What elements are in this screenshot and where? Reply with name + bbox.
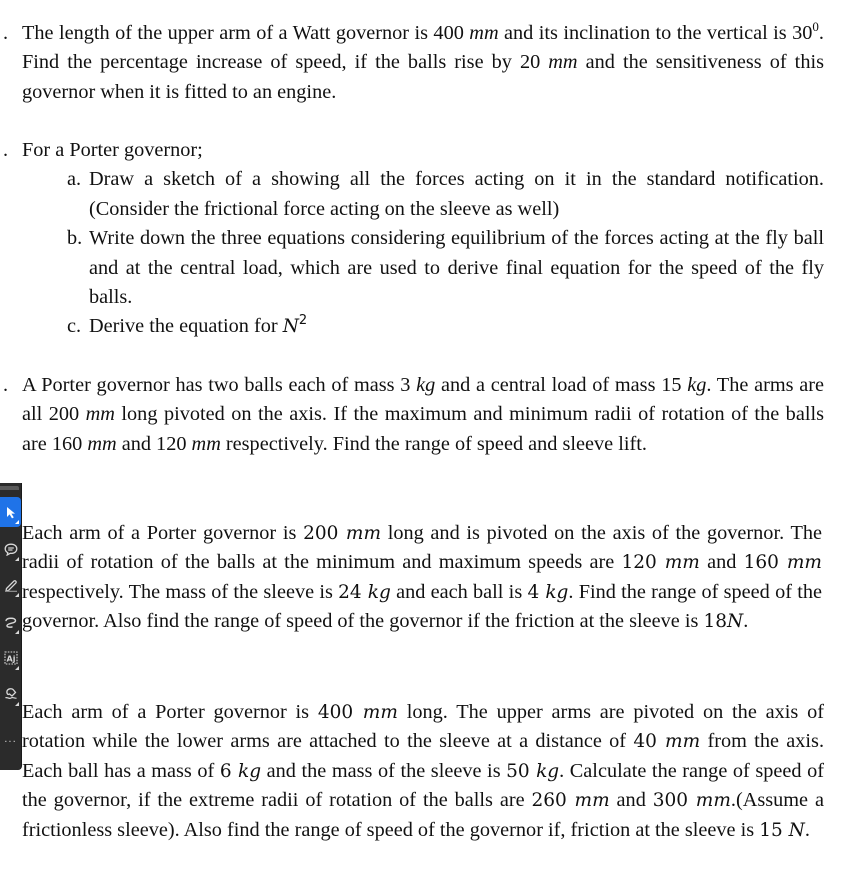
math-unit: N: [727, 611, 744, 633]
question-2: [3, 136, 824, 342]
math-exponent: 2: [298, 313, 308, 329]
question-5: [22, 698, 824, 845]
math-unit: mm: [664, 552, 700, 574]
unit-text: mm: [191, 432, 221, 455]
text-run: long. The upper arms are pivoted on the axis of rotation while the lower arms are attached to the sleeve at a distance of: [22, 701, 824, 753]
subitem-letter: b.: [67, 227, 83, 250]
text-run: A Porter governor has two balls each of mass 3: [22, 374, 417, 396]
text-run: Each arm of a Porter governor is: [22, 701, 318, 723]
text-run: and each ball is: [390, 580, 528, 603]
math-unit: mm: [345, 523, 381, 544]
text-run: from the axis. Each ball has a mass of: [22, 730, 825, 782]
math-number: 400: [317, 702, 363, 723]
math-unit: N: [788, 819, 805, 841]
math-unit: kg: [545, 581, 569, 603]
math-number: 300: [652, 790, 696, 812]
more-dots-icon: ...: [4, 733, 17, 745]
text-run: long pivoted on the axis. If the maximum and minimum radii of rotation of the balls are 160: [22, 403, 824, 455]
submenu-indicator: [15, 520, 19, 524]
question-text: [22, 698, 824, 845]
unit-text: mm: [548, 51, 578, 74]
question-number: .: [3, 139, 9, 161]
question-text: [22, 19, 824, 107]
submenu-indicator: [15, 666, 19, 670]
unit-text: mm: [85, 403, 115, 426]
math-number: 120: [621, 552, 665, 574]
curve-tool-button[interactable]: [0, 607, 21, 637]
question-1: [3, 19, 824, 107]
unit-text: kg: [687, 374, 707, 396]
subitem-b: [67, 224, 824, 312]
subitem-c: [67, 312, 824, 341]
superscript: 0: [812, 19, 819, 34]
text-run: and the mass of the sleeve is: [261, 759, 507, 782]
math-number: 24: [338, 581, 368, 603]
submenu-indicator: [15, 630, 19, 634]
math-number: 18: [703, 611, 728, 633]
question-intro: For a Porter governor;: [22, 139, 203, 161]
stamp-tool-button[interactable]: [0, 679, 21, 709]
text-run: The length of the upper arm of a Watt governor is 400: [22, 22, 470, 44]
math-number: 4: [527, 581, 546, 603]
unit-text: mm: [87, 432, 117, 455]
math-number: 160: [743, 552, 787, 574]
select-tool-button[interactable]: [0, 497, 21, 527]
math-unit: mm: [786, 552, 822, 574]
math-number: 6: [219, 760, 239, 782]
math-unit: mm: [574, 790, 610, 812]
svg-text:Aj: Aj: [6, 654, 15, 664]
text-run: . Find the percentage increase of speed, if the balls rise by 20: [22, 22, 824, 74]
math-unit: kg: [367, 581, 391, 603]
question-number: .: [3, 22, 9, 44]
cursor-arrow-icon: [5, 506, 17, 519]
text-run: and the sensitiveness of this governor when it is fitted to an engine.: [22, 51, 824, 103]
math-unit: mm: [695, 790, 731, 812]
math-number: 200: [303, 523, 346, 544]
submenu-indicator: [15, 702, 19, 706]
math-number: 40: [633, 731, 666, 753]
more-tools-button[interactable]: [0, 726, 21, 752]
question-3: [3, 371, 824, 459]
subitem-letter: a.: [67, 168, 82, 191]
submenu-indicator: [15, 557, 19, 561]
text-box-icon: [4, 651, 18, 665]
text-run: respectively. Find the range of speed and sleeve lift.: [220, 432, 647, 455]
text-run: and its inclination to the vertical is 30: [498, 22, 813, 44]
stamp-icon: [4, 687, 18, 701]
text-run: long and is pivoted on the axis of the governor. The radii of rotation of the balls at the minimum and maximum speeds are: [22, 522, 822, 574]
math-unit: kg: [536, 760, 560, 782]
subitem-letter: c.: [67, 315, 82, 338]
text-run: .: [804, 818, 810, 841]
text-run: respectively. The mass of the sleeve is: [22, 580, 339, 603]
pencil-icon: [4, 578, 18, 592]
subitem-a: [67, 165, 824, 224]
text-run: .: [743, 610, 749, 633]
question-number: .: [3, 374, 9, 396]
text-run: Each arm of a Porter governor is: [22, 522, 304, 544]
math-number: 260: [531, 790, 575, 812]
speech-bubble-icon: [4, 543, 18, 556]
comment-tool-button[interactable]: [0, 534, 21, 564]
unit-text: mm: [469, 22, 499, 44]
subitem-text: Write down the three equations considering equilibrium of the forces acting at the fly ball and at the central load, which are used to derive final equation for the speed of the fly balls.: [89, 227, 824, 309]
math-unit: mm: [362, 702, 398, 723]
submenu-indicator: [15, 593, 19, 597]
annotation-toolbar: [0, 483, 21, 770]
subitem-text: Derive the equation for: [89, 315, 283, 338]
curve-line-icon: [4, 616, 18, 629]
text-run: . Find the range of speed of the governor. Also find the range of speed of the governor if the friction at the sleeve is: [22, 580, 822, 633]
text-run: and 120: [116, 432, 192, 455]
text-run: .(Assume a frictionless sleeve). Also find the range of speed of the governor if, friction at the sleeve is: [22, 789, 824, 841]
subitem-text: Draw a sketch of a showing all the forces acting on it in the standard notification. (Consider the frictional force acting on the sleeve as well): [89, 168, 824, 220]
math-number: 15: [759, 819, 789, 841]
question-4: [22, 519, 822, 637]
question-text: [22, 371, 824, 459]
toolbar-drag-handle[interactable]: [0, 486, 19, 490]
math-variable: N: [282, 316, 299, 338]
math-number: 50: [506, 760, 537, 782]
question-text: [22, 519, 822, 637]
math-unit: mm: [665, 731, 701, 753]
text-run: . Calculate the range of speed of the governor, if the extreme radii of rotation of the balls are: [22, 759, 824, 812]
text-run: . The arms are all 200: [22, 374, 824, 426]
text-run: and a central load of mass 15: [435, 374, 688, 396]
draw-tool-button[interactable]: [0, 570, 21, 600]
text-run: and: [699, 551, 744, 574]
math-unit: kg: [238, 760, 262, 782]
text-recognition-tool-button[interactable]: [0, 643, 21, 673]
unit-text: kg: [416, 374, 436, 396]
text-run: and: [609, 789, 653, 812]
